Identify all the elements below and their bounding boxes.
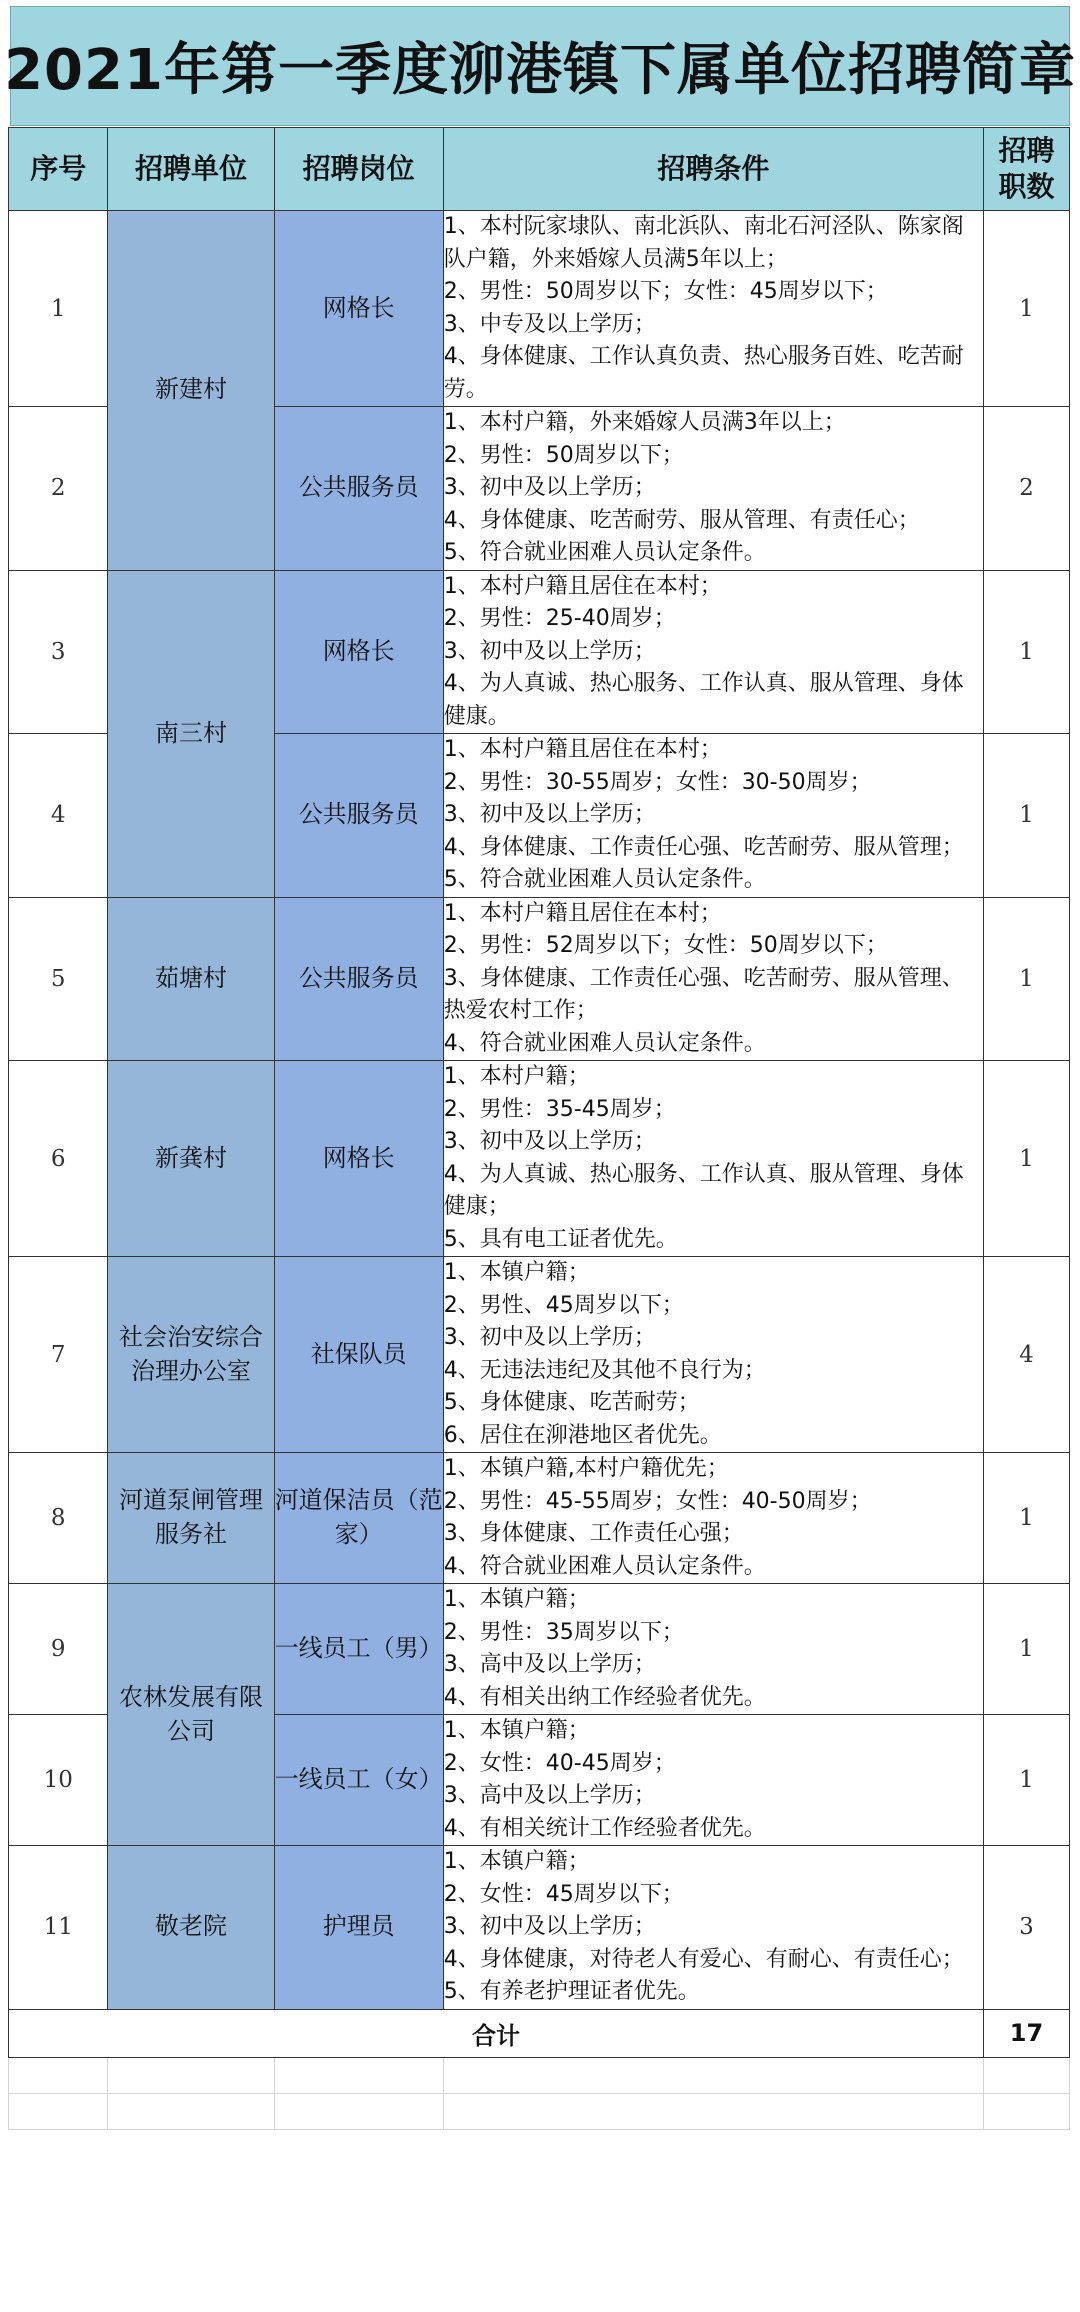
count-cell: 3 <box>983 1846 1069 2010</box>
unit-cell: 社会治安综合治理办公室 <box>108 1257 274 1453</box>
conditions-cell: 1、本村户籍，外来婚嫁人员满3年以上； 2、男性：50周岁以下； 3、初中及以上学历； 4、身体健康、吃苦耐劳、服从管理、有责任心； 5、符合就业困难人员认定条件。 <box>443 407 983 571</box>
conditions-cell: 1、本村户籍且居住在本村； 2、男性：25-40周岁； 3、初中及以上学历； 4、为人真诚、热心服务、工作认真、服从管理、身体健康。 <box>443 570 983 734</box>
post-cell: 公共服务员 <box>274 734 443 898</box>
row-seq: 4 <box>9 734 108 898</box>
row-seq: 9 <box>9 1584 108 1715</box>
count-cell: 1 <box>983 897 1069 1061</box>
table-row <box>9 1453 1070 1584</box>
post-cell: 公共服务员 <box>274 407 443 571</box>
unit-cell: 河道泵闸管理服务社 <box>108 1453 274 1584</box>
count-cell: 1 <box>983 1715 1069 1846</box>
row-seq: 7 <box>9 1257 108 1453</box>
table-row <box>9 897 1070 1061</box>
count-cell: 1 <box>983 1061 1069 1257</box>
conditions-cell: 1、本村户籍且居住在本村； 2、男性：30-55周岁；女性：30-50周岁； 3、初中及以上学历； 4、身体健康、工作责任心强、吃苦耐劳、服从管理； 5、符合就业困难人员认定条件。 <box>443 734 983 898</box>
post-cell: 护理员 <box>274 1846 443 2010</box>
empty-cell <box>9 2093 108 2129</box>
empty-cell <box>443 2057 983 2093</box>
table-header-row <box>9 128 1070 211</box>
conditions-cell: 1、本镇户籍； 2、女性：45周岁以下； 3、初中及以上学历； 4、身体健康，对待老人有爱心、有耐心、有责任心； 5、有养老护理证者优先。 <box>443 1846 983 2010</box>
empty-cell <box>443 2093 983 2129</box>
count-cell: 1 <box>983 1584 1069 1715</box>
empty-row <box>9 2057 1070 2093</box>
conditions-cell: 1、本镇户籍,本村户籍优先； 2、男性：45-55周岁；女性：40-50周岁； 3、身体健康、工作责任心强； 4、符合就业困难人员认定条件。 <box>443 1453 983 1584</box>
count-cell: 1 <box>983 211 1069 407</box>
unit-cell: 茹塘村 <box>108 897 274 1061</box>
count-cell: 1 <box>983 1453 1069 1584</box>
post-cell: 网格长 <box>274 211 443 407</box>
table-row <box>9 211 1070 407</box>
post-cell: 河道保洁员（范家） <box>274 1453 443 1584</box>
empty-cell <box>108 2057 274 2093</box>
table-row <box>9 1584 1070 1715</box>
count-cell: 1 <box>983 570 1069 734</box>
total-label: 合计 <box>9 2009 984 2057</box>
empty-cell <box>274 2057 443 2093</box>
empty-cell <box>9 2057 108 2093</box>
conditions-cell: 1、本镇户籍； 2、男性、45周岁以下； 3、初中及以上学历； 4、无违法违纪及其他不良行为； 5、身体健康、吃苦耐劳； 6、居住在泖港地区者优先。 <box>443 1257 983 1453</box>
page-title: 2021年第一季度泖港镇下属单位招聘简章 <box>4 38 1076 103</box>
post-cell: 社保队员 <box>274 1257 443 1453</box>
table-row <box>9 570 1070 734</box>
row-seq: 10 <box>9 1715 108 1846</box>
conditions-cell: 1、本村户籍； 2、男性：35-45周岁； 3、初中及以上学历； 4、为人真诚、热心服务、工作认真、服从管理、身体健康； 5、具有电工证者优先。 <box>443 1061 983 1257</box>
table-row <box>9 1846 1070 2010</box>
conditions-cell: 1、本镇户籍； 2、男性：35周岁以下； 3、高中及以上学历； 4、有相关出纳工作经验者优先。 <box>443 1584 983 1715</box>
unit-cell: 敬老院 <box>108 1846 274 2010</box>
post-cell: 网格长 <box>274 570 443 734</box>
row-seq: 6 <box>9 1061 108 1257</box>
unit-cell: 农林发展有限公司 <box>108 1584 274 1846</box>
conditions-cell: 1、本村阮家埭队、南北浜队、南北石河泾队、陈家阁队户籍，外来婚嫁人员满5年以上； 2、男性：50周岁以下；女性：45周岁以下； 3、中专及以上学历； 4、身体健康、工作认真负责、热心服务百姓、吃苦耐劳。 <box>443 211 983 407</box>
empty-row <box>9 2093 1070 2129</box>
header-seq: 序号 <box>9 128 108 211</box>
total-value: 17 <box>983 2009 1069 2057</box>
row-seq: 2 <box>9 407 108 571</box>
header-post: 招聘岗位 <box>274 128 443 211</box>
row-seq: 8 <box>9 1453 108 1584</box>
row-seq: 11 <box>9 1846 108 2010</box>
header-unit: 招聘单位 <box>108 128 274 211</box>
table-row <box>9 1061 1070 1257</box>
row-seq: 3 <box>9 570 108 734</box>
page-title-banner <box>4 6 1076 126</box>
empty-cell <box>108 2093 274 2129</box>
conditions-cell: 1、本村户籍且居住在本村； 2、男性：52周岁以下；女性：50周岁以下； 3、身体健康、工作责任心强、吃苦耐劳、服从管理、热爱农村工作； 4、符合就业困难人员认定条件。 <box>443 897 983 1061</box>
unit-cell: 新建村 <box>108 211 274 571</box>
unit-cell: 新龚村 <box>108 1061 274 1257</box>
count-cell: 2 <box>983 407 1069 571</box>
empty-cell <box>983 2093 1069 2129</box>
count-cell: 4 <box>983 1257 1069 1453</box>
conditions-cell: 1、本镇户籍； 2、女性：40-45周岁； 3、高中及以上学历； 4、有相关统计工作经验者优先。 <box>443 1715 983 1846</box>
table-row <box>9 1257 1070 1453</box>
post-cell: 一线员工（男） <box>274 1584 443 1715</box>
header-count: 招聘 职数 <box>983 128 1069 211</box>
empty-cell <box>274 2093 443 2129</box>
row-seq: 5 <box>9 897 108 1061</box>
post-cell: 网格长 <box>274 1061 443 1257</box>
recruitment-table <box>8 127 1070 2130</box>
unit-cell: 南三村 <box>108 570 274 897</box>
header-conditions: 招聘条件 <box>443 128 983 211</box>
row-seq: 1 <box>9 211 108 407</box>
total-row <box>9 2009 1070 2057</box>
empty-cell <box>983 2057 1069 2093</box>
count-cell: 1 <box>983 734 1069 898</box>
post-cell: 一线员工（女） <box>274 1715 443 1846</box>
post-cell: 公共服务员 <box>274 897 443 1061</box>
